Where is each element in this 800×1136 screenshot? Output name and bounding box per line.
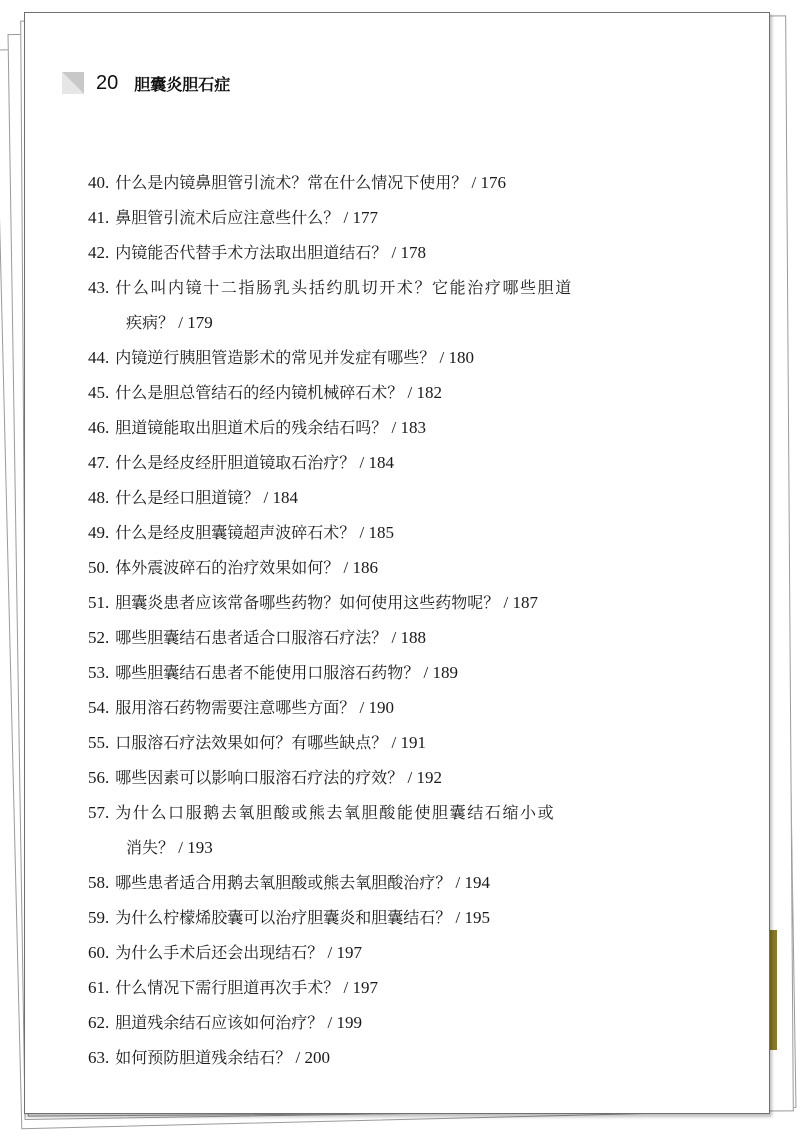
toc-entry: 41. 鼻胆管引流术后应注意些什么？ / 177	[88, 208, 378, 227]
toc-entry: 55. 口服溶石疗法效果如何？有哪些缺点？ / 191	[88, 733, 426, 752]
toc-entry: 61. 什么情况下需行胆道再次手术？ / 197	[88, 978, 378, 997]
toc-entry: 49. 什么是经皮胆囊镜超声波碎石术？ / 185	[88, 523, 394, 542]
toc-entry: 57. 为什么口服鹅去氧胆酸或熊去氧胆酸能使胆囊结石缩小或	[88, 803, 556, 822]
toc-entry: 54. 服用溶石药物需要注意哪些方面？ / 190	[88, 698, 394, 717]
book-title: 胆囊炎胆石症	[134, 74, 231, 94]
toc-entry: 62. 胆道残余结石应该如何治疗？ / 199	[88, 1013, 362, 1032]
toc-entry: 60. 为什么手术后还会出现结石？ / 197	[88, 943, 362, 962]
toc-entry: 51. 胆囊炎患者应该常备哪些药物？如何使用这些药物呢？ / 187	[88, 593, 538, 612]
toc-entry: 59. 为什么柠檬烯胶囊可以治疗胆囊炎和胆囊结石？ / 195	[88, 908, 490, 927]
toc-entry: 48. 什么是经口胆道镜？ / 184	[88, 488, 298, 507]
toc-entry: 58. 哪些患者适合用鹅去氧胆酸或熊去氧胆酸治疗？ / 194	[88, 873, 490, 892]
toc-entry: 52. 哪些胆囊结石患者适合口服溶石疗法？ / 188	[88, 628, 426, 647]
toc-entry-continuation: 消失？ / 193	[126, 838, 213, 857]
toc-entry: 40. 什么是内镜鼻胆管引流术？常在什么情况下使用？ / 176	[88, 173, 506, 192]
toc-entry: 43. 什么叫内镜十二指肠乳头括约肌切开术？它能治疗哪些胆道	[88, 278, 573, 297]
toc-entry: 53. 哪些胆囊结石患者不能使用口服溶石药物？ / 189	[88, 663, 458, 682]
toc-entry: 45. 什么是胆总管结石的经内镜机械碎石术？ / 182	[88, 383, 442, 402]
toc-entry: 56. 哪些因素可以影响口服溶石疗法的疗效？ / 192	[88, 768, 442, 787]
toc-entry: 46. 胆道镜能取出胆道术后的残余结石吗？ / 183	[88, 418, 426, 437]
toc-entry: 42. 内镜能否代替手术方法取出胆道结石？ / 178	[88, 243, 426, 262]
toc-entry-continuation: 疾病？ / 179	[126, 313, 213, 332]
toc-entry: 47. 什么是经皮经肝胆道镜取石治疗？ / 184	[88, 453, 394, 472]
toc-entry: 44. 内镜逆行胰胆管造影术的常见并发症有哪些？ / 180	[88, 348, 474, 367]
toc-entry: 63. 如何预防胆道残余结石？ / 200	[88, 1048, 330, 1067]
toc-entry: 50. 体外震波碎石的治疗效果如何？ / 186	[88, 558, 378, 577]
page-number: 20	[96, 71, 119, 94]
